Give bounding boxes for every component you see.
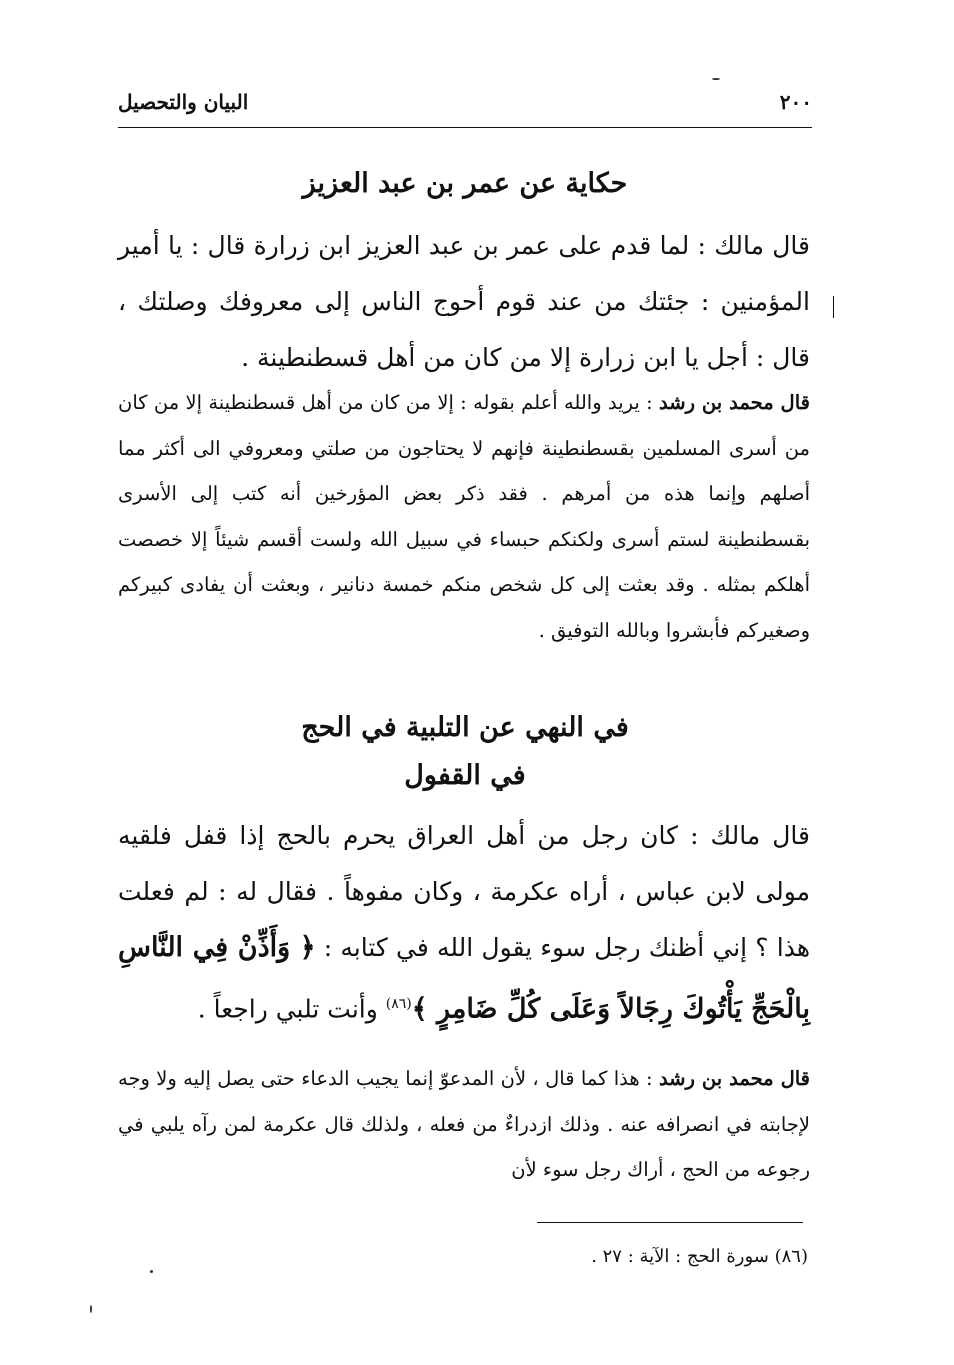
narration-text: قال مالك : كان رجل من أهل العراق يحرم بالحج إذا قفل فلقيه مولى لابن عباس ، أراه عكرمة ، وكان مفوهاً . فقال له : لم فعلت هذا ؟ إني أظنك رجل سوء يقول الله في كتابه : [118,821,810,962]
book-title: البيان والتحصيل [118,90,249,114]
commentary-text: : يريد والله أعلم بقوله : إلا من كان من أهل قسطنطينة إلا من كان من أسرى المسلمين بقسطنطينة فإنهم لا يحتاجون من صلتي ومعروفي الى أكثر مما أصلهم وإنما هذه من أمرهم . فقد ذكر بعض المؤرخين أنه كتب إلى الأسرى بقسطنطينة لستم أسرى ولكنكم حبساء في سبيل الله ولست أقسم شيئاً إلا خصصت أهلكم بمثله . وقد بعثت إلى كل شخص منكم خمسة دنانير ، وبعثت أن يفادى كبيركم وصغيركم فأبشروا وبالله التوفيق . [118,391,810,642]
scan-speck [712,78,720,80]
commentary-lead: قال محمد بن رشد [659,391,810,414]
running-header [118,88,812,128]
header-rule [118,127,812,128]
commentary-paragraph-2 [118,1056,810,1193]
page-number: ٢٠٠ [779,90,812,114]
quran-verse: ﴿ وَأَذِّنْ فِي النَّاسِ بِالْحَجِّ يَأْتُوكَ رِجَالاً وَعَلَى كُلِّ ضَامِرٍ ﴾ [118,932,810,1025]
scan-speck [150,1270,153,1273]
footnote: (٨٦) سورة الحج : الآية : ٢٧ . [591,1246,808,1267]
footnote-reference: (٨٦) [385,996,412,1012]
commentary-text: : هذا كما قال ، لأن المدعوّ إنما يجيب الدعاء حتى يصل إليه ولا وجه لإجابته في انصرافه عنه . وذلك ازدراءٌ من فعله ، ولذلك قال عكرمة لمن رآه يلبي في رجوعه من الحج ، أراك رجل سوء لأن [118,1067,810,1181]
margin-mark [833,296,834,318]
footnote-rule [537,1222,803,1223]
commentary-lead: قال محمد بن رشد [658,1067,810,1090]
section-title-talbiya: في النهي عن التلبية في الحج [301,712,629,743]
section-title-umar: حكاية عن عمر بن عبد العزيز [302,168,628,199]
narration-text-end: وأنت تلبي راجعاً . [197,994,386,1024]
narration-paragraph-2 [118,808,810,1037]
section-subtitle-qufool: في القفول [404,760,526,791]
commentary-paragraph-1 [118,380,810,653]
scan-speck [90,1305,92,1313]
narration-paragraph-1: قال مالك : لما قدم على عمر بن عبد العزيز ابن زرارة قال : يا أمير المؤمنين : جئتك من عند قوم أحوج الناس إلى معروفك وصلتك ، قال : أجل يا ابن زرارة إلا من كان من أهل قسطنطينة . [118,231,810,372]
